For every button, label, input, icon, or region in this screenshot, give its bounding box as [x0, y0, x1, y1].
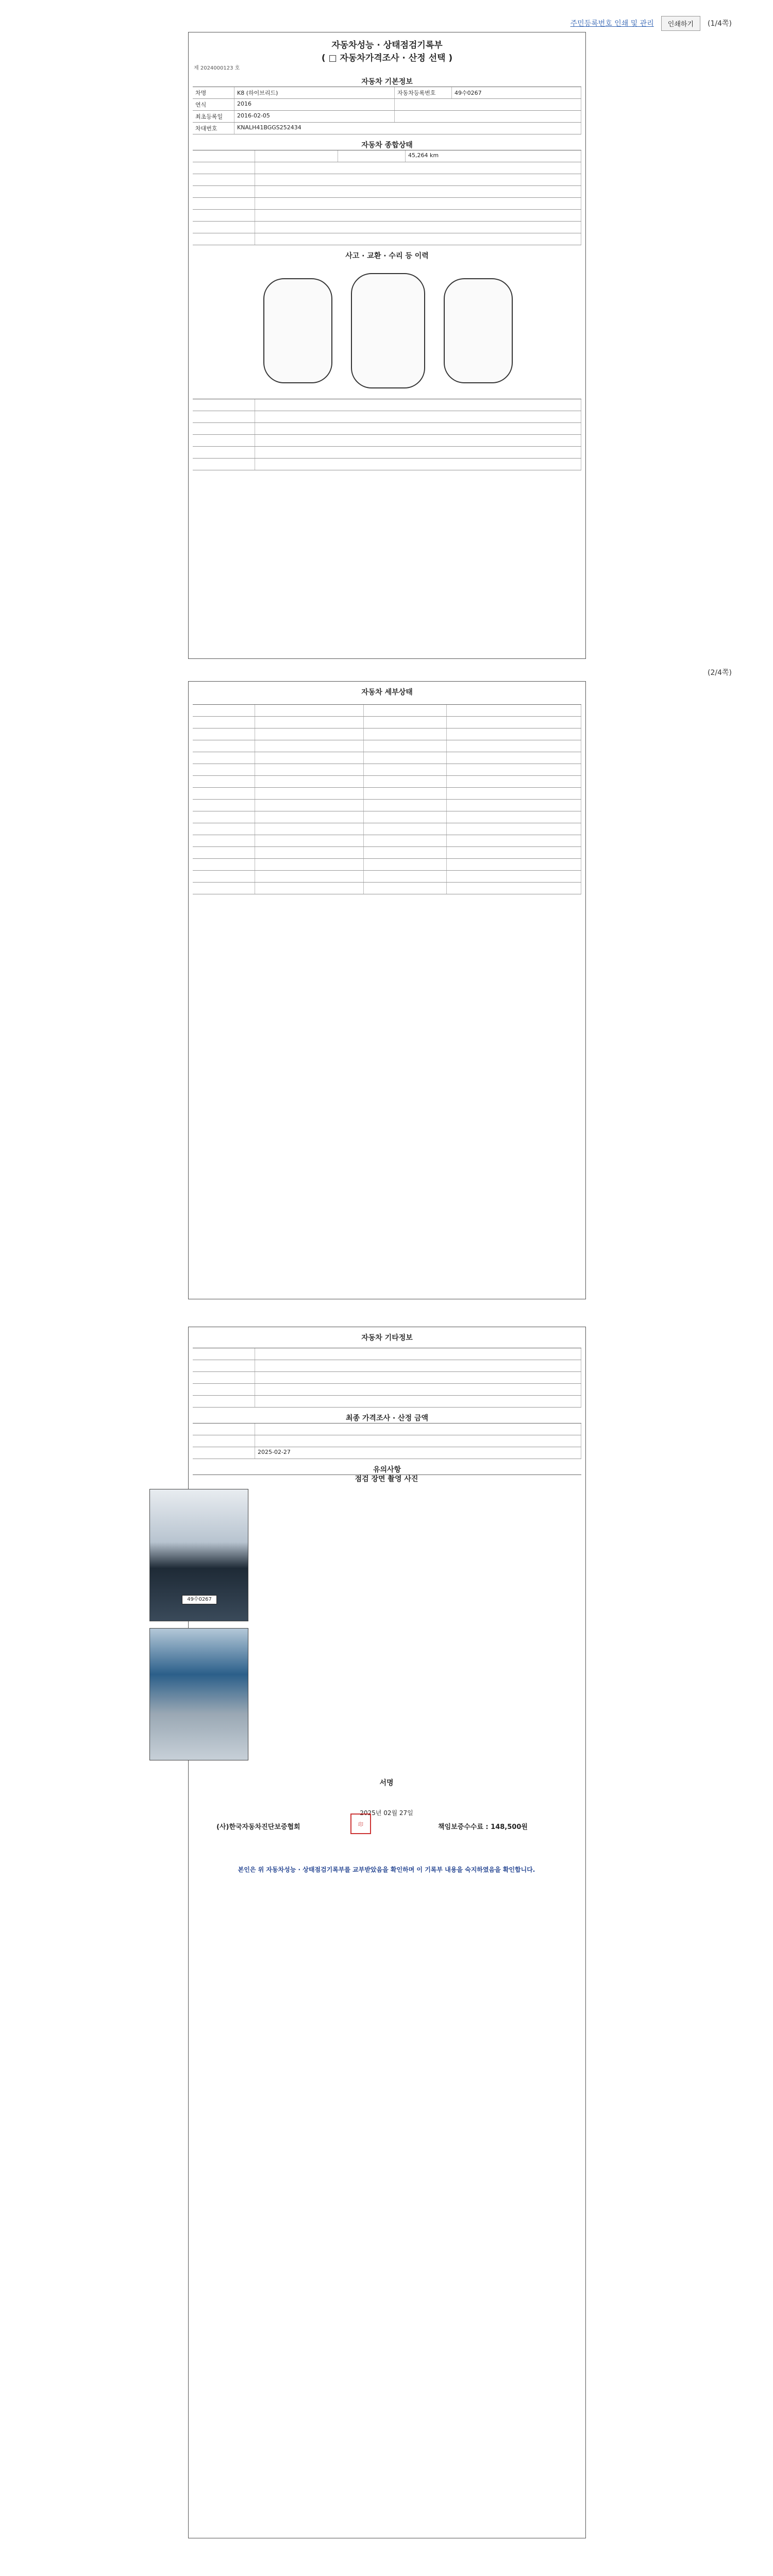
car-diagram — [253, 268, 521, 392]
vehicle-vin: KNALH41BGGS252434 — [234, 123, 581, 134]
page-one — [188, 32, 586, 659]
inspector-company: (사)한국자동차진단보증협회 — [216, 1823, 300, 1831]
inspection-photo-front — [149, 1489, 248, 1621]
inspection-photo-under — [149, 1628, 248, 1760]
document-number: 제 2024000123 호 — [194, 65, 240, 71]
car-side-right — [444, 278, 513, 383]
guide-link[interactable]: 주민등록번호 인쇄 및 관리 — [570, 20, 654, 28]
sign-heading: 서명 — [379, 1779, 394, 1787]
price-date: 2025-02-27 — [255, 1447, 581, 1459]
price-heading: 최종 가격조사 · 산정 금액 — [345, 1414, 429, 1422]
vehicle-name: K8 (하이브리드) — [234, 87, 395, 98]
company-seal: 印 — [350, 1814, 371, 1834]
car-top-view — [351, 273, 425, 388]
sign-date: 2025년 02월 27일 — [360, 1809, 413, 1817]
mileage-value: 45,264 km — [406, 150, 581, 162]
page-two-indicator-bar — [443, 664, 732, 681]
basic-info-heading: 자동차 기본정보 — [361, 78, 413, 86]
other-info-table — [193, 1348, 581, 1408]
photo-heading: 점검 장면 촬영 사진 — [355, 1475, 418, 1483]
top-toolbar — [443, 14, 732, 32]
footer-confirmation: 본인은 위 자동차성능 · 상태점검기록부를 교부받았음을 확인하며 이 기록부 내용을 숙지하였음을 확인합니다. — [238, 1866, 535, 1873]
accident-table — [193, 399, 581, 470]
print-button[interactable]: 인쇄하기 — [661, 16, 700, 31]
notes-heading: 유의사항 — [373, 1466, 401, 1474]
fee-label: 책임보증수수료 : 148,500원 — [438, 1823, 528, 1831]
detail-table — [193, 704, 581, 894]
page-indicator-2: (2/4쪽) — [708, 669, 732, 677]
car-side-left — [263, 278, 332, 383]
page-two — [188, 681, 586, 1299]
accident-heading: 사고 · 교환 · 수리 등 이력 — [345, 252, 429, 260]
price-table — [193, 1423, 581, 1459]
license-plate: 49수0267 — [182, 1595, 217, 1604]
state-heading: 자동차 종합상태 — [361, 141, 413, 149]
detail-heading: 자동차 세부상태 — [361, 688, 413, 697]
first-registration: 2016-02-05 — [234, 111, 395, 122]
vehicle-plate: 49수0267 — [452, 87, 581, 98]
page-indicator: (1/4쪽) — [708, 20, 732, 28]
state-table — [193, 150, 581, 245]
vehicle-year: 2016 — [234, 99, 395, 110]
other-info-heading: 자동차 기타정보 — [361, 1334, 413, 1342]
basic-info-table: 차명 K8 (하이브리드) 자동차등록번호 49수0267 연식 2016 최초등록일 2016-02-05 차대번호 KNALH41BGGS252434 — [193, 87, 581, 134]
document-subtitle: ( □ 자동차가격조사 · 산정 선택 ) — [321, 53, 453, 63]
document-title: 자동차성능 · 상태점검기록부 — [331, 40, 443, 50]
